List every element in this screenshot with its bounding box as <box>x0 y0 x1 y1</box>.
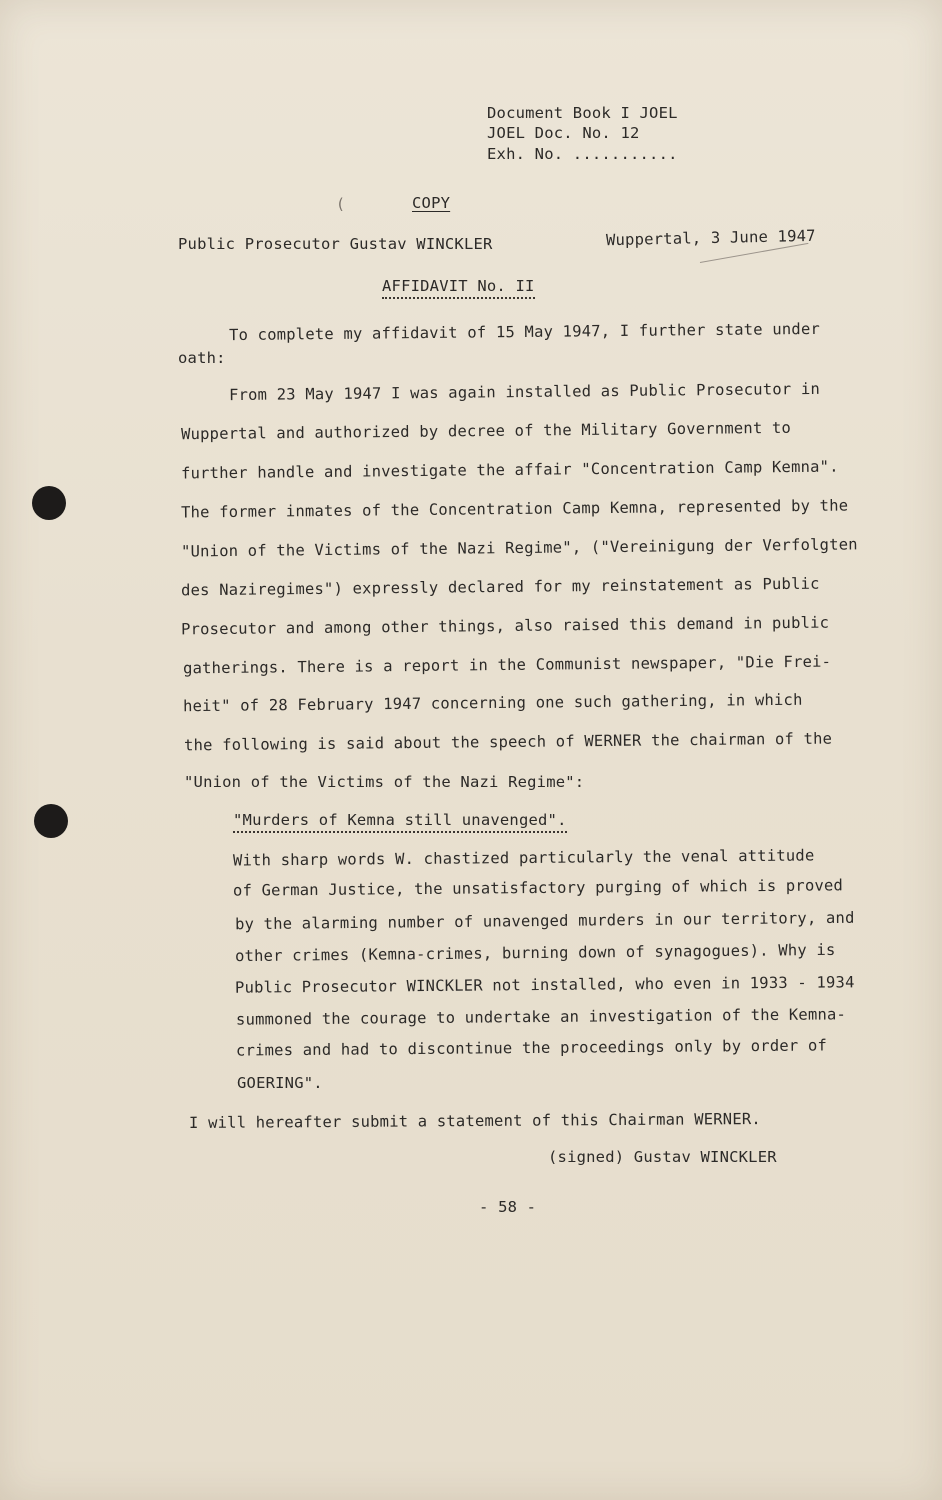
quote-line: summoned the courage to undertake an investigation of the Kemna- <box>235 1005 847 1029</box>
quote-line: other crimes (Kemna-crimes, burning down of synagogues). Why is <box>234 940 836 966</box>
place-date: Wuppertal, 3 June 1947 <box>605 226 816 250</box>
body-line: Prosecutor and among other things, also raised this demand in public <box>180 613 830 639</box>
header-book: Document Book I JOEL <box>487 104 678 122</box>
body-line: the following is said about the speech of WERNER the chairman of the <box>183 729 833 755</box>
signature: (signed) Gustav WINCKLER <box>548 1148 777 1166</box>
punch-hole-bottom <box>34 804 68 838</box>
header-exh-no: Exh. No. ........... <box>487 145 678 163</box>
quote-line: of German Justice, the unsatisfactory purging of which is proved <box>232 876 844 900</box>
copy-label: COPY <box>412 194 451 212</box>
body-line: "Union of the Victims of the Nazi Regime": <box>184 773 585 791</box>
quote-line: With sharp words W. chastized particularly the venal attitude <box>232 846 815 870</box>
quote-line: by the alarming number of unavenged murders in our territory, and <box>234 908 855 934</box>
closing-line: I will hereafter submit a statement of this Chairman WERNER. <box>188 1110 761 1132</box>
quote-line: crimes and had to discontinue the proceedings only by order of <box>235 1036 828 1060</box>
author-line: Public Prosecutor Gustav WINCKLER <box>178 235 493 253</box>
header-doc-no: JOEL Doc. No. 12 <box>487 124 640 142</box>
body-line: gatherings. There is a report in the Communist newspaper, "Die Frei- <box>182 652 832 678</box>
affidavit-title: AFFIDAVIT No. II <box>382 277 535 299</box>
body-line: "Union of the Victims of the Nazi Regime", ("Vereinigung der Verfolgten <box>180 535 858 561</box>
intro-line: oath: <box>178 349 226 367</box>
copy-margin-mark: ( <box>336 195 346 213</box>
page-number: - 58 - <box>479 1198 537 1216</box>
body-line: Wuppertal and authorized by decree of the Military Government to <box>180 418 792 444</box>
quote-heading: "Murders of Kemna still unavenged". <box>233 811 567 833</box>
intro-line: To complete my affidavit of 15 May 1947, I further state under <box>228 319 821 345</box>
punch-hole-top <box>32 486 66 520</box>
body-line: des Naziregimes") expressly declared for my reinstatement as Public <box>180 574 820 600</box>
body-line: heit" of 28 February 1947 concerning one such gathering, in which <box>182 690 803 716</box>
body-line: further handle and investigate the affair "Concentration Camp Kemna". <box>180 457 839 483</box>
body-line: From 23 May 1947 I was again installed as Public Prosecutor in <box>228 379 821 405</box>
body-line: The former inmates of the Concentration Camp Kemna, represented by the <box>180 496 849 522</box>
quote-line: GOERING". <box>237 1074 323 1092</box>
quote-line: Public Prosecutor WINCKLER not installed, who even in 1933 - 1934 <box>234 973 855 997</box>
